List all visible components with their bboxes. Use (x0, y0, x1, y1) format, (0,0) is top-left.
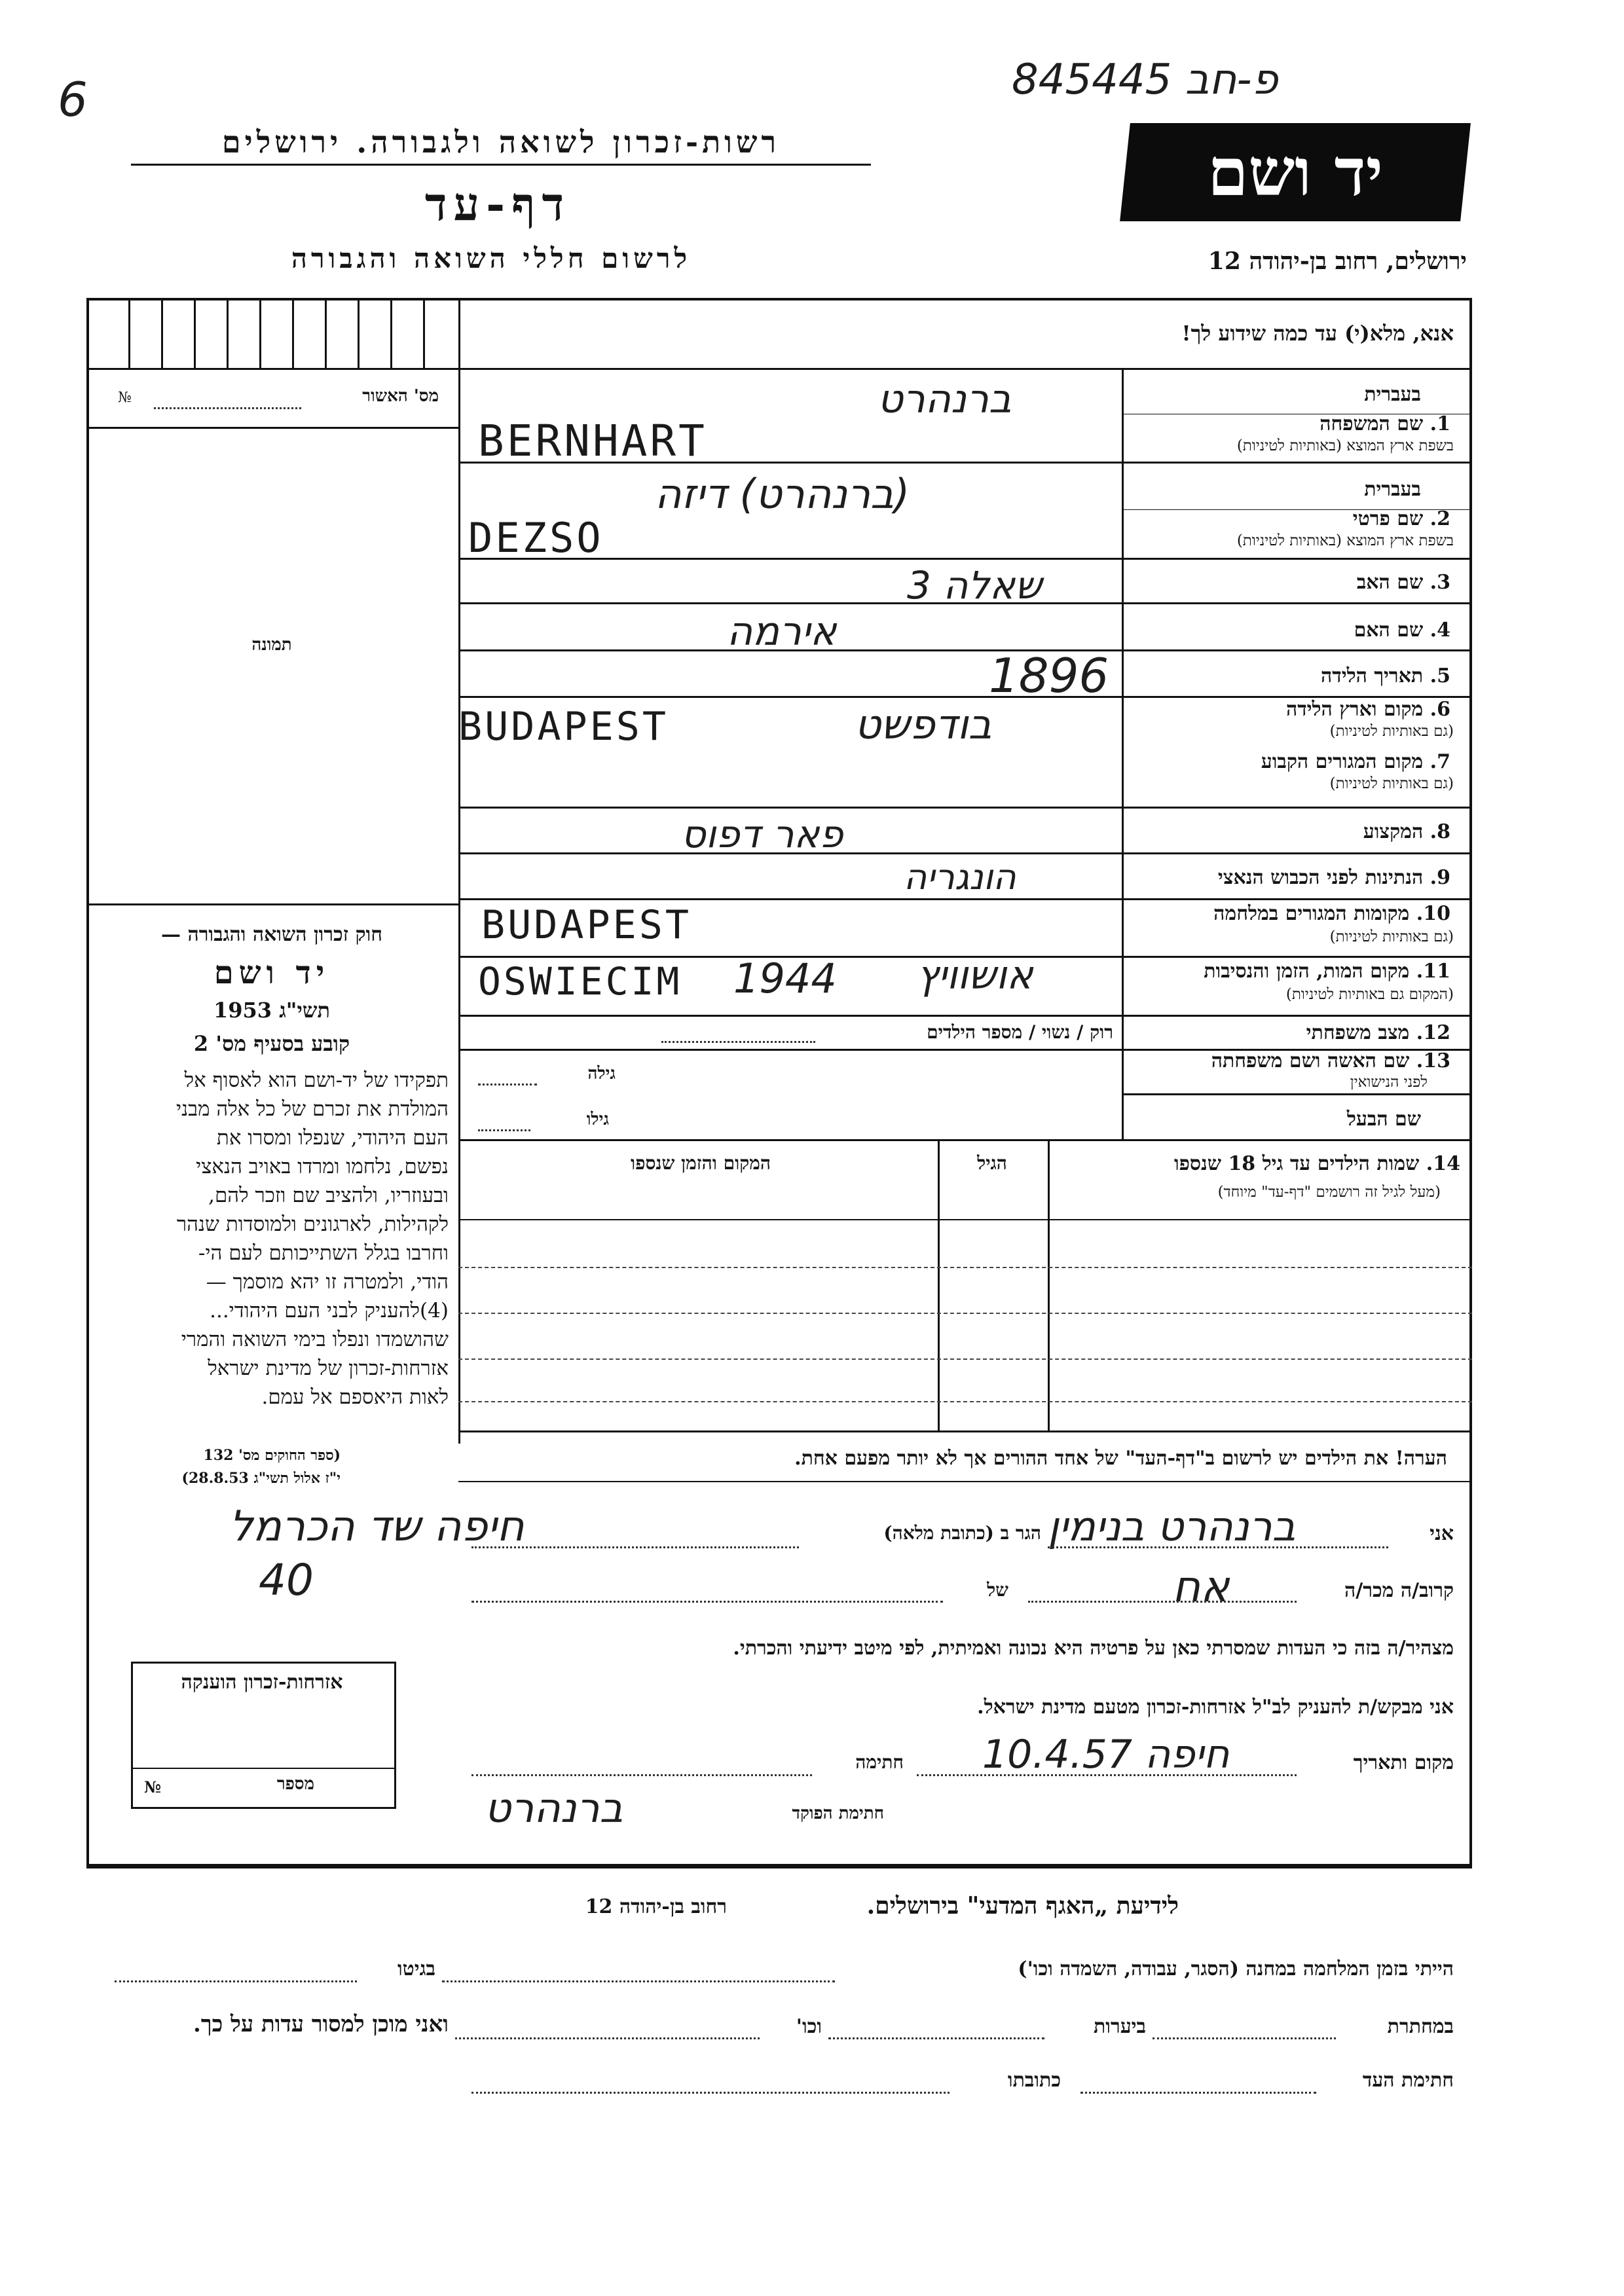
field-12-num: 12. (1416, 1021, 1450, 1044)
field-13-label (1126, 1049, 1450, 1072)
field-5-num: 5. (1430, 665, 1450, 687)
yad-vashem-logo (1120, 123, 1471, 221)
surname-hebrew: ברנהרט (877, 376, 1012, 422)
law-text-line: העם היהודי, שנפלו ומסרו את (216, 1126, 449, 1150)
ghetto-label: בגיטו (397, 1958, 435, 1980)
field-2-note: בשפת ארץ המוצא (באותיות לטיניות) (1236, 532, 1454, 549)
field-1-hebrew-tag: בעברית (1364, 383, 1421, 406)
husband-age-label: גילו (586, 1110, 609, 1129)
field-9-num: 9. (1430, 866, 1450, 889)
witness-address-label: כתובתו (1007, 2069, 1061, 2092)
field-7-note: (גם באותיות לטיניות) (1329, 775, 1454, 792)
wife-age-label: גילה (587, 1064, 616, 1084)
children-note: הערה! את הילדים יש לרשום ב"דף-העד" של אחד ההורים אך לא יותר מפעם אחת. (794, 1447, 1447, 1470)
field-6-num: 6. (1430, 698, 1450, 721)
field-7-text: מקום המגורים הקבוע (1261, 750, 1424, 773)
field-5-label (1139, 665, 1450, 687)
field-12-text: מצב משפחתי (1306, 1021, 1410, 1044)
certification: מצהיר/ה בזה כי העדות שמסרתי כאן על פרטיה היא נכונה ואמיתית, לפי מיטב ידיעתי והכרתי. (733, 1637, 1454, 1660)
field-4-label (1139, 619, 1450, 642)
approval-no: № (118, 390, 132, 406)
law-reference: (ספר החוקים מס' 132 (203, 1447, 341, 1464)
field-7-num: 7. (1430, 750, 1450, 773)
field-11-num: 11. (1416, 960, 1450, 983)
law-text-line: אזרחות-זכרון של מדינת ישראל (208, 1357, 449, 1380)
field-10-label (1126, 902, 1450, 925)
left-col-divider (458, 298, 460, 1444)
law-text-line: שהושמדו ונפלו בימי השואה והמרי (181, 1328, 449, 1351)
field-1-num: 1. (1430, 412, 1450, 435)
field-4-text: שם האם (1354, 619, 1424, 642)
death-place-latin: OSWIECIM (478, 959, 682, 1004)
place-date-label: מקום ותאריך (1353, 1751, 1454, 1774)
testimony-ready: ואני מוכן למסור עדות על כך. (193, 2011, 449, 2037)
officer-signature: ברנהרט (485, 1784, 623, 1832)
citizenship-title: אזרחות-זכרון הוענקה (181, 1671, 343, 1694)
field-9-text: הנתינות לפני הכבוש הנאצי (1217, 866, 1424, 889)
bottom-line1: הייתי בזמן המלחמה במחנה (הסגר, עבודה, השמדה וכו') (1018, 1958, 1454, 1980)
field-3-label (1139, 571, 1450, 594)
field-1-text: שם המשפחה (1320, 412, 1424, 435)
relative-label: קרוב/ה מכר/ה (1344, 1579, 1454, 1602)
field-2-text: שם פרטי (1352, 507, 1424, 530)
field-13-text: שם האשה ושם משפחתה (1211, 1049, 1410, 1072)
surname-latin: BERNHART (478, 416, 707, 466)
firstname-hebrew: (ברנהרט) דיזה (655, 470, 910, 518)
field-3-num: 3. (1430, 571, 1450, 594)
field-14-label (1054, 1152, 1460, 1175)
age-column-header: הגיל (977, 1152, 1007, 1174)
photo-label: תמונה (251, 635, 292, 655)
underground-label: במחתרת (1387, 2015, 1454, 2038)
field-2-num: 2. (1430, 507, 1450, 530)
field-14-text: שמות הילדים עד גיל 18 שנספו (1173, 1152, 1420, 1175)
marital-options: רוק / נשוי / מספר הילדים (927, 1021, 1113, 1043)
law-text-line: תפקידו של יד-ושם הוא לאסוף אל (184, 1068, 449, 1092)
authority-underline (131, 164, 871, 166)
nationality: הונגריה (904, 856, 1016, 898)
profession: פאר דפוס (681, 812, 843, 856)
field-6-text: מקום וארץ הלידה (1285, 698, 1424, 721)
field-10-note: (גם באותיות לטיניות) (1329, 928, 1454, 945)
death-year: 1944 (733, 955, 837, 1002)
field-2-label (1139, 507, 1450, 530)
place-date-value: חיפה 10.4.57 (982, 1732, 1230, 1777)
resides-label: הגר ב (כתובת מלאה) (883, 1522, 1041, 1544)
field-10-text: מקומות המגורים במלחמה (1213, 902, 1410, 925)
law-text-line: הודי, ולמטרה זו יהא מוסמך — (206, 1270, 449, 1294)
law-text-line: וחרבו בגלל השתייכותם לעם הי- (198, 1241, 449, 1265)
field-13-num: 13. (1416, 1049, 1450, 1072)
witness-address: חיפה שד הכרמל (229, 1503, 525, 1551)
field-1-label (1139, 412, 1450, 435)
bottom-title: לידיעת „האגף המדעי" בירושלים. (866, 1892, 1179, 1920)
field-8-text: המקצוע (1363, 820, 1424, 843)
form-title: דף-עד (424, 177, 571, 231)
logo-text: יד ושם (1208, 134, 1383, 211)
field-3-text: שם האב (1356, 571, 1424, 594)
approval-line (154, 407, 301, 409)
of-label: של (987, 1579, 1008, 1601)
witness-address-number: 40 (259, 1555, 314, 1605)
relation-value: אח (1172, 1561, 1230, 1612)
field-6-note: (גם באותיות לטיניות) (1329, 723, 1454, 740)
law-text-line: נפשם, נלחמו ומרדו באויב הנאצי (196, 1155, 449, 1178)
field-6-label (1139, 698, 1450, 721)
field-11-note: (המקום גם באותיות לטיניות) (1285, 986, 1454, 1003)
field-12-label (1126, 1021, 1450, 1044)
corner-number: 6 (58, 72, 88, 127)
field-13-note: לפני הנישואין (1350, 1074, 1428, 1091)
top-row-line (86, 368, 1472, 370)
field-14-note: (מעל לגיל זה רושמים "דף-עד" מיוחד) (1217, 1184, 1441, 1201)
field-9-label (1126, 866, 1450, 889)
birth-year: 1896 (989, 648, 1109, 703)
firstname-latin: DEZSO (468, 514, 604, 562)
address: ירושלים, רחוב בן-יהודה 12 (1208, 247, 1467, 275)
father-name: שאלה 3 (907, 563, 1043, 608)
witness-signature-label: חתימת העד (1362, 2069, 1454, 2092)
declaration-i: אני (1430, 1522, 1454, 1545)
field-4-num: 4. (1430, 619, 1450, 642)
field-5-text: תאריך הלידה (1321, 665, 1424, 687)
form-subtitle: לרשום חללי השואה והגבורה (291, 242, 692, 274)
death-place-hebrew: אושוויץ (917, 953, 1033, 998)
law-year: תשי"ג 1953 (213, 998, 330, 1023)
officer-signature-label: חתימת הפוקד (792, 1804, 884, 1823)
etc-label: וכו' (796, 2015, 822, 2038)
law-section: קובע בסעיף מס' 2 (193, 1031, 350, 1056)
field-7-label (1139, 750, 1450, 773)
birthplace-hebrew: בודפשט (855, 701, 992, 748)
citizenship-no: № (144, 1777, 162, 1796)
field-8-label (1139, 820, 1450, 843)
field-1-note: בשפת ארץ המוצא (באותיות לטיניות) (1236, 437, 1454, 454)
bottom-address: רחוב בן-יהודה 12 (585, 1895, 727, 1918)
instruction: אנא, מלא(י) עד כמה שידוע לך! (1181, 321, 1454, 346)
wartime-place: BUDAPEST (481, 902, 692, 948)
law-reference-date: י"ז אלול תשי"ג 28.8.53) (181, 1470, 341, 1487)
law-text-line: ובעוזריו, ולהציב שם וזכר להם, (208, 1184, 449, 1207)
law-text-line: (4)להעניק לבני העם היהודי... (210, 1299, 449, 1322)
law-title: חוק זכרון השואה והגבורה — (161, 923, 382, 946)
field-11-text: מקום המות, הזמן והנסיבות (1204, 960, 1410, 983)
approval-label: מס' האשור (362, 386, 439, 406)
citizenship-request: אני מבקש/ת להעניק לב"ל אזרחות-זכרון מטעם מדינת ישראל. (977, 1696, 1454, 1719)
forests-label: ביערות (1093, 2015, 1146, 2038)
mother-name: אירמה (727, 609, 837, 655)
field-2-hebrew-tag: בעברית (1364, 478, 1421, 501)
field-10-num: 10. (1416, 902, 1450, 925)
law-text-line: לאות היאספם אל עמם. (261, 1385, 449, 1409)
citizenship-number-label: מספר (276, 1774, 314, 1794)
law-text-line: לקהילות, לארגונים ולמוסדות שנהר (176, 1212, 449, 1236)
witness-name: ברנהרט בנימין (1048, 1503, 1296, 1550)
birthplace-latin: BUDAPEST (458, 704, 669, 750)
signature-label: חתימה (855, 1751, 904, 1773)
handwritten-reference: פ-חב 845445 (1012, 56, 1278, 104)
field-14-num: 14. (1426, 1152, 1460, 1175)
authority-name: רשות-זכרון לשואה ולגבורה. ירושלים (221, 124, 781, 160)
field-11-label (1126, 960, 1450, 983)
law-name: יד ושם (213, 955, 330, 991)
law-text-line: המולדת את זכרם של כל אלה מבני (175, 1097, 449, 1121)
label-col-divider (1122, 368, 1124, 1139)
husband-label: שם הבעל (1346, 1108, 1421, 1131)
place-column-header: המקום והזמן שנספו (631, 1152, 771, 1174)
field-8-num: 8. (1430, 820, 1450, 843)
